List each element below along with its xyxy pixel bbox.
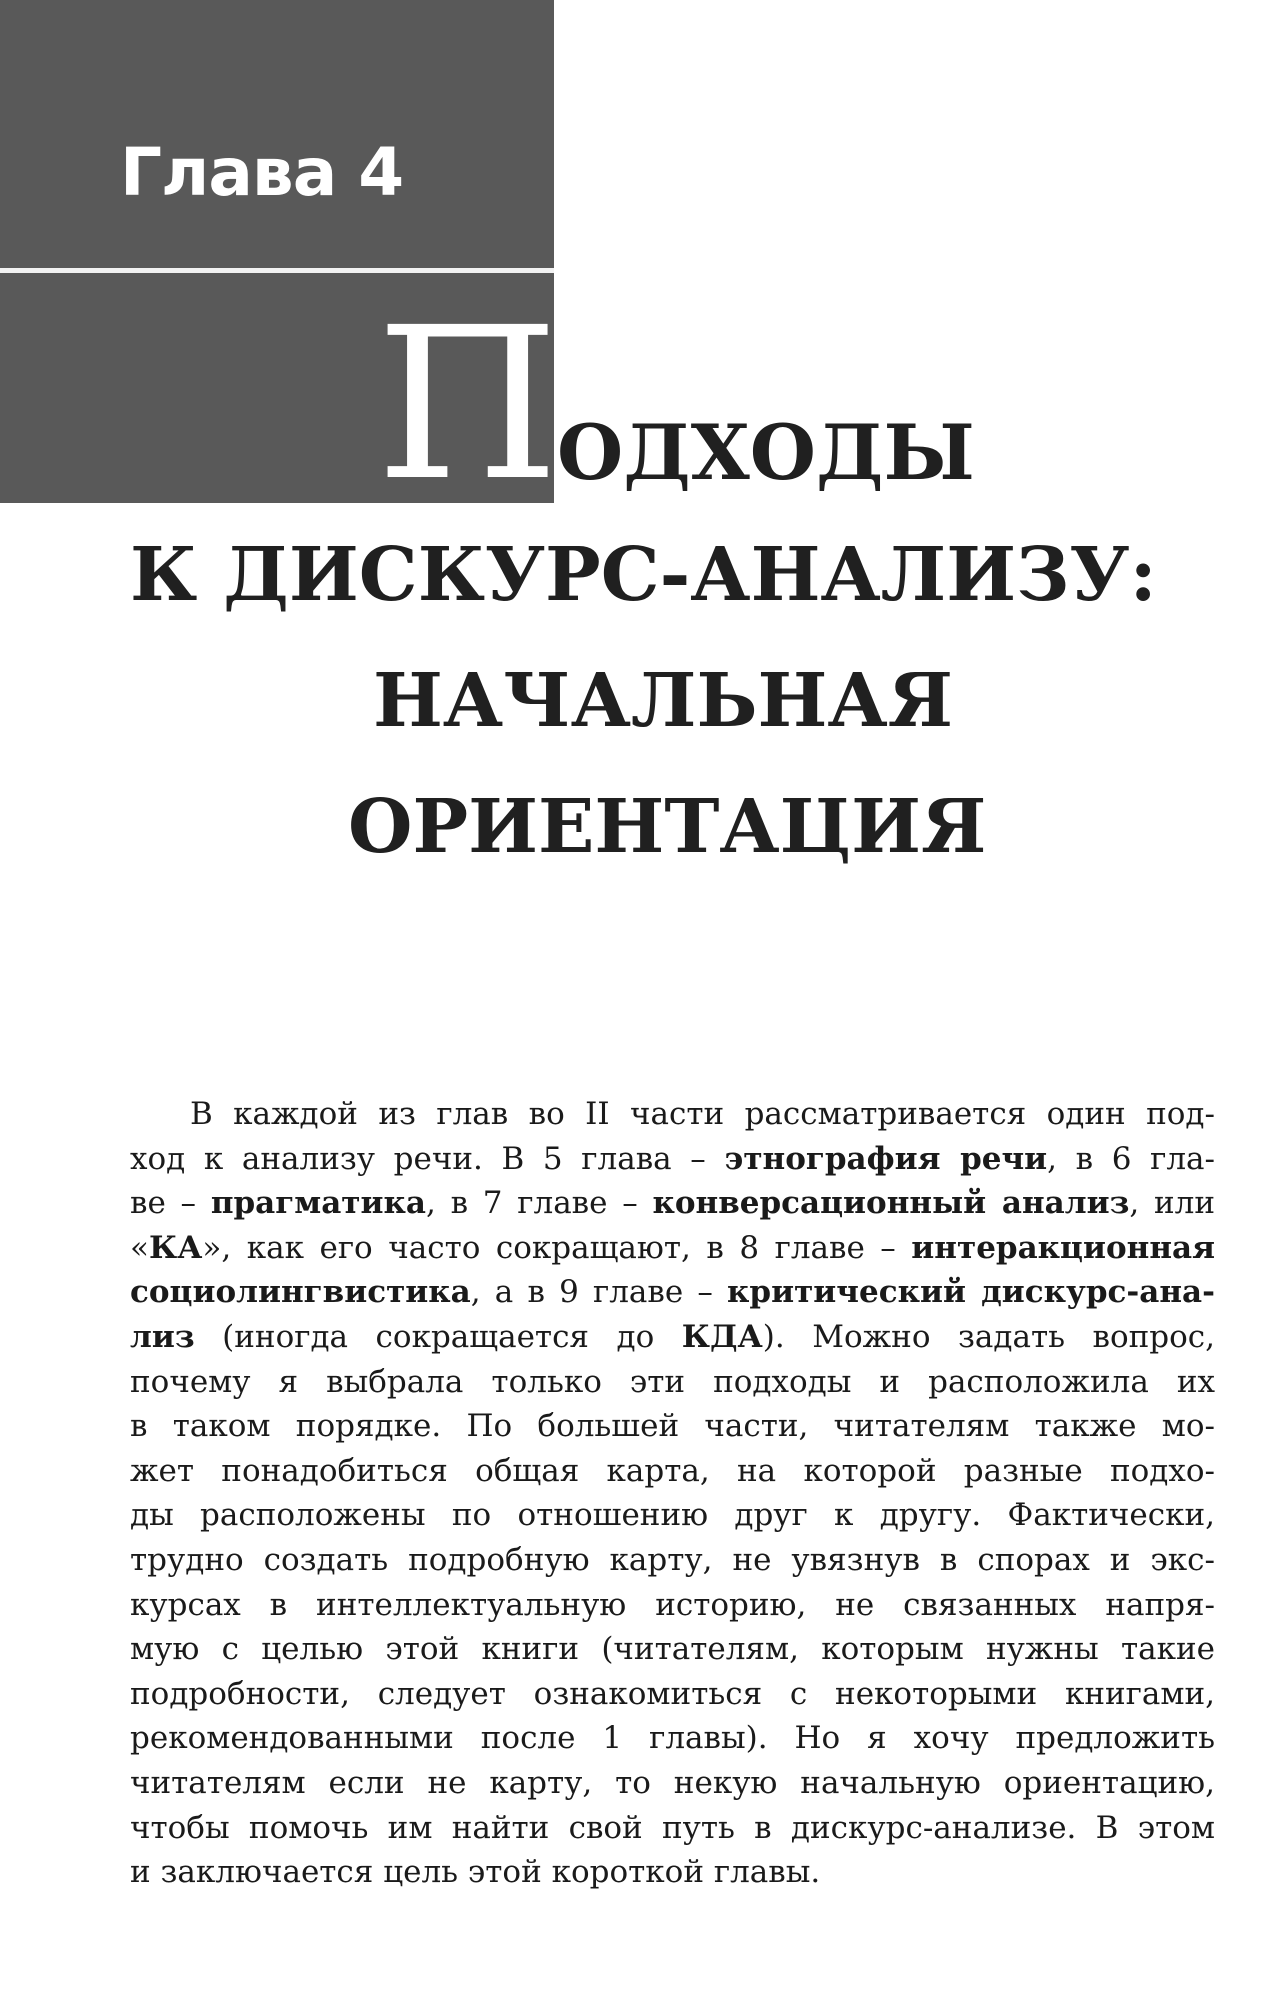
- body-term-bold: этнография речи: [724, 1140, 1048, 1177]
- body-line: [130, 1672, 1215, 1717]
- body-line: [130, 1538, 1215, 1583]
- body-text-run: курсах в интеллектуальную историю, не связанных напря-: [130, 1586, 1215, 1623]
- body-line: [130, 1315, 1215, 1360]
- body-text-run: чтобы помочь им найти свой путь в дискурс-анализе. В этом: [130, 1809, 1215, 1846]
- body-text-run: ве –: [130, 1185, 211, 1222]
- body-term-bold: КДА: [681, 1318, 763, 1355]
- body-line: [130, 1449, 1215, 1494]
- body-paragraph: [130, 1092, 1215, 1895]
- chapter-title-line-3: НАЧАЛЬНАЯ: [373, 658, 953, 744]
- body-text-run: жет понадобиться общая карта, на которой разные подхо-: [130, 1452, 1215, 1489]
- body-line: [130, 1181, 1215, 1226]
- body-line: [130, 1850, 1215, 1895]
- chapter-title-line-1: ОДХОДЫ: [557, 408, 975, 497]
- body-line: [130, 1761, 1215, 1806]
- body-text-run: », как его часто сокращают, в 8 главе –: [202, 1229, 912, 1266]
- body-line: [130, 1137, 1215, 1182]
- body-text-run: , а в 9 главе –: [470, 1274, 728, 1311]
- body-term-bold: социолингвистика: [130, 1274, 471, 1311]
- body-text-run: в таком порядке. По большей части, читателям также мо-: [130, 1408, 1215, 1445]
- body-text-run: мую с целью этой книги (читателям, которым нужны такие: [130, 1631, 1215, 1668]
- body-line: [130, 1493, 1215, 1538]
- body-line: [130, 1270, 1215, 1315]
- body-line: [130, 1360, 1215, 1405]
- body-text-run: и заключается цель этой короткой главы.: [130, 1854, 821, 1891]
- body-text-run: читателям если не карту, то некую начальную ориентацию,: [130, 1764, 1215, 1801]
- body-line: [130, 1092, 1215, 1137]
- body-text-run: подробности, следует ознакомиться с некоторыми книгами,: [130, 1675, 1215, 1712]
- body-term-bold: КА: [148, 1229, 203, 1266]
- body-line: [130, 1806, 1215, 1851]
- body-line: [130, 1716, 1215, 1761]
- body-line: [130, 1226, 1215, 1271]
- body-text-run: ды расположены по отношению друг к другу. Фактически,: [130, 1497, 1215, 1534]
- body-term-bold: прагматика: [210, 1185, 426, 1222]
- body-term-bold: лиз: [130, 1318, 195, 1355]
- body-term-bold: конверсационный анализ: [652, 1185, 1130, 1222]
- body-term-bold: интеракционная: [911, 1229, 1215, 1266]
- body-text-run: почему я выбрала только эти подходы и расположила их: [130, 1363, 1215, 1400]
- body-text-run: «: [130, 1229, 149, 1266]
- body-term-bold: критический дискурс-ана-: [727, 1274, 1215, 1311]
- body-text-run: ход к анализу речи. В 5 глава –: [130, 1140, 725, 1177]
- body-line: [130, 1583, 1215, 1628]
- body-text-run: (иногда сокращается до: [194, 1318, 682, 1355]
- body-text-run: В каждой из глав во II части рассматривается один под-: [190, 1096, 1215, 1132]
- body-text-run: трудно создать подробную карту, не увязнув в спорах и экс-: [130, 1541, 1215, 1578]
- body-text-run: ). Можно задать вопрос,: [762, 1318, 1215, 1355]
- body-line: [130, 1627, 1215, 1672]
- chapter-title-line-4: ОРИЕНТАЦИЯ: [348, 784, 987, 870]
- chapter-label: Глава 4: [120, 134, 404, 211]
- body-text-run: , в 6 гла-: [1047, 1140, 1216, 1177]
- body-text-run: , в 7 главе –: [425, 1185, 653, 1222]
- chapter-title-line-2: К ДИСКУРС-АНАЛИЗУ:: [130, 532, 1157, 618]
- body-text-run: , или: [1129, 1185, 1215, 1222]
- chapter-title-initial: П: [376, 282, 560, 527]
- body-text-run: рекомендованными после 1 главы). Но я хочу предложить: [130, 1720, 1215, 1757]
- body-line: [130, 1404, 1215, 1449]
